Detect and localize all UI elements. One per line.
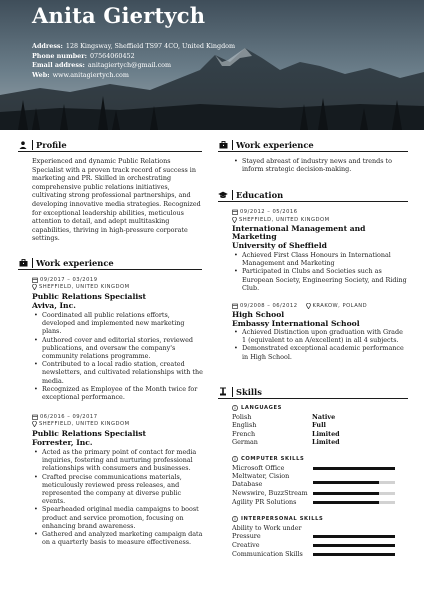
- edu-1-bullets: [232, 251, 408, 292]
- work-experience-title: Work experience: [36, 257, 114, 268]
- list-item: • Coordinated all public relations efforts, developed and implemented new marketing plans.: [32, 311, 204, 336]
- info-icon: [232, 516, 238, 522]
- language-row: English Full: [232, 421, 326, 429]
- list-item: • Achieved Distinction upon graduation with Grade 1 (equivalent to an A/excellent) in all 4 subjects.: [232, 328, 408, 344]
- interpersonal-skills-subheader: INTERPERSONAL SKILLS: [232, 516, 323, 522]
- skill-row: Creative: [232, 541, 260, 549]
- graduation-cap-icon: [218, 190, 228, 200]
- job-1-role: Public Relations Specialist: [32, 292, 147, 301]
- email-line: [32, 61, 235, 71]
- job-2-role: Public Relations Specialist: [32, 429, 147, 438]
- list-item: • Stayed abreast of industry news and trends to inform strategic decision-making.: [232, 157, 408, 173]
- language-row: Polish Native: [232, 413, 336, 421]
- list-item: • Gathered and analyzed marketing campaign data on a quarterly basis to measure effectiveness.: [32, 530, 204, 546]
- job-1-location: SHEFFIELD, UNITED KINGDOM: [32, 284, 130, 290]
- education-title: Education: [236, 189, 284, 200]
- edu-1-location: SHEFFIELD, UNITED KINGDOM: [232, 217, 330, 223]
- skill-level-bar: [313, 535, 395, 538]
- list-item: • Contributed to a local radio station, created newsletters, and cultivated relationships with the media.: [32, 360, 204, 385]
- web-line: [32, 71, 235, 81]
- edu-2-bullets: [232, 328, 408, 361]
- tools-icon: [218, 387, 228, 397]
- edu-1-dates: 09/2012 – 05/2016: [232, 209, 298, 215]
- web-value[interactable]: www.anitagiertych.com: [52, 70, 129, 79]
- work-experience-title-continued: Work experience: [236, 139, 314, 150]
- job-2-company: Forrester, Inc.: [32, 438, 93, 447]
- email-label: Email address:: [32, 61, 85, 69]
- list-item: • Participated in Clubs and Societies such as European Society, Engineering Society, and Riding Club.: [232, 267, 408, 292]
- address-label: Address:: [32, 42, 63, 50]
- location-pin-icon: [232, 217, 237, 223]
- info-icon: [232, 456, 238, 462]
- skill-level-bar: [313, 501, 395, 504]
- education-section-header: [218, 188, 408, 202]
- contact-info: [32, 42, 235, 80]
- skills-section-header: [218, 385, 408, 399]
- skill-row: Microsoft Office: [232, 464, 285, 472]
- skill-level-bar: [313, 553, 395, 556]
- skill-level-bar: [313, 492, 395, 495]
- skill-row: Agility PR Solutions: [232, 498, 297, 506]
- candidate-name: Anita Giertych: [32, 3, 206, 28]
- briefcase-icon: [18, 258, 28, 268]
- web-label: Web:: [32, 70, 50, 79]
- job-1-dates: 09/2017 – 03/2019: [32, 277, 98, 283]
- skill-level-bar: [313, 544, 395, 547]
- edu-2-dates-location: 09/2008 – 06/2012 KRAKOW, POLAND: [232, 303, 367, 309]
- list-item: • Crafted precise communications materials, meticulously reviewed press releases, and represented the company at diverse public events.: [32, 473, 204, 506]
- location-pin-icon: [306, 303, 311, 309]
- address-value: 128 Kingsway, Sheffield TS97 4CO, United Kingdom: [65, 42, 236, 50]
- skill-row: Meltwater, Cision Database: [232, 472, 290, 488]
- location-pin-icon: [32, 421, 37, 427]
- calendar-icon: [232, 303, 238, 309]
- calendar-icon: [32, 414, 38, 420]
- edu-2-school: Embassy International School: [232, 319, 360, 328]
- job-1-bullets: [32, 311, 204, 401]
- phone-line: [32, 52, 235, 62]
- skill-level-bar: [313, 467, 395, 470]
- profile-text: Experienced and dynamic Public Relations Specialist with a proven track record of success in marketing and PR. Skilled in orchestrating comprehensive public relations initiatives, cultivating strong professional partnerships, and developing innovative media strategies. Recognized for exceptional leadership abilities, meticulous attention to detail, and adept multitasking capabilities, thriving in high-pressure corporate settings.: [32, 157, 201, 243]
- calendar-icon: [232, 209, 238, 215]
- calendar-icon: [32, 277, 38, 283]
- edu-1-school: University of Sheffield: [232, 241, 327, 250]
- briefcase-icon: [218, 140, 228, 150]
- language-row: French Limited: [232, 430, 340, 438]
- language-row: German Limited: [232, 438, 340, 446]
- address-line: [32, 42, 235, 52]
- phone-value: 07564060452: [89, 51, 135, 60]
- list-item: • Spearheaded original media campaigns to boost product and service promotion, focusing on enhancing brand awareness.: [32, 505, 204, 530]
- work-section-header-right: [218, 138, 408, 152]
- email-value[interactable]: anitagiertych@gmail.com: [87, 61, 172, 69]
- job-2-location: SHEFFIELD, UNITED KINGDOM: [32, 421, 130, 427]
- header-banner: [0, 0, 424, 130]
- languages-subheader: LANGUAGES: [232, 405, 282, 411]
- job-2-dates: 06/2016 – 09/2017: [32, 414, 98, 420]
- skill-row: Communication Skills: [232, 550, 303, 558]
- skills-title: Skills: [236, 386, 262, 397]
- job-2-bullets: [32, 448, 204, 546]
- work-section-header-left: [18, 256, 202, 270]
- skill-level-bar: [313, 481, 395, 484]
- list-item: • Authored cover and editorial stories, reviewed publications, and oversaw the company's community relations programme.: [32, 336, 204, 361]
- work-continued-bullets: [232, 157, 408, 173]
- edu-2-degree: High School: [232, 310, 285, 319]
- skill-row: Newswire, BuzzStream: [232, 489, 308, 497]
- person-icon: [18, 140, 28, 150]
- location-pin-icon: [32, 284, 37, 290]
- computer-skills-subheader: COMPUTER SKILLS: [232, 456, 304, 462]
- list-item: • Recognized as Employee of the Month twice for exceptional performance.: [32, 385, 204, 401]
- profile-title: Profile: [36, 139, 67, 150]
- list-item: • Achieved First Class Honours in International Management and Marketing: [232, 251, 408, 267]
- edu-1-degree: International Management and Marketing: [232, 224, 366, 242]
- skill-row: Ability to Work under Pressure: [232, 524, 302, 540]
- phone-label: Phone number:: [32, 51, 87, 60]
- info-icon: [232, 405, 238, 411]
- list-item: • Acted as the primary point of contact for media inquiries, fostering and nurturing professional relationships with consumers and businesses.: [32, 448, 204, 473]
- profile-section-header: [18, 138, 202, 152]
- list-item: • Demonstrated exceptional academic performance in High School.: [232, 344, 408, 360]
- job-1-company: Aviva, Inc.: [32, 301, 76, 310]
